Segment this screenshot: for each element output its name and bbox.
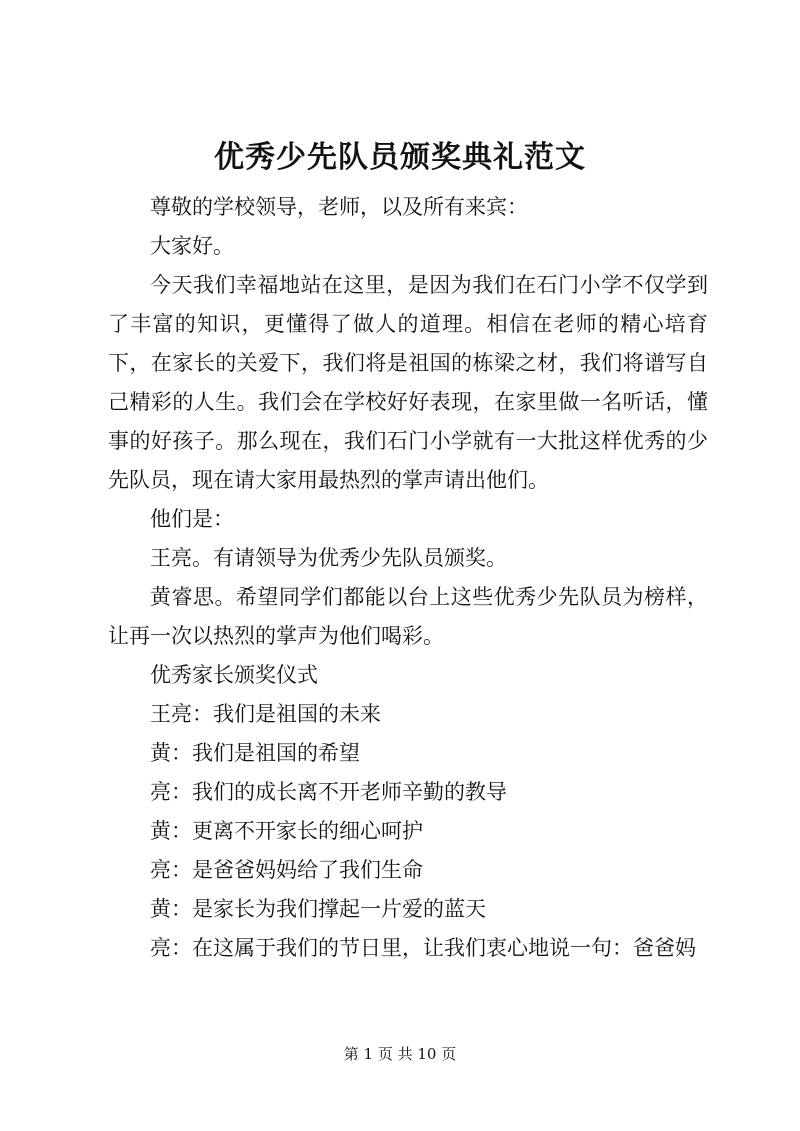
dialogue-line: 黄：更离不开家长的细心呵护	[150, 819, 423, 843]
paragraph-parent-award: 优秀家长颁奖仪式	[150, 663, 318, 687]
dialogue-line: 黄：我们是祖国的希望	[150, 741, 360, 765]
dialogue-line: 亮：在这属于我们的节日里，让我们衷心地说一句：爸爸妈	[150, 936, 696, 960]
paragraph-greeting: 尊敬的学校领导，老师，以及所有来宾：	[150, 195, 528, 219]
dialogue-line: 王亮：我们是祖国的未来	[150, 702, 381, 726]
paragraph-they-are: 他们是：	[150, 507, 234, 531]
dialogue-line: 黄：是家长为我们撑起一片爱的蓝天	[150, 897, 486, 921]
paragraph-wang-liang: 王亮。有请领导为优秀少先队员颁奖。	[150, 546, 507, 570]
dialogue-line: 亮：是爸爸妈妈给了我们生命	[150, 858, 423, 882]
paragraph-intro: 今天我们幸福地站在这里，是因为我们在石门小学不仅学到了丰富的知识，更懂得了做人的道理。相信在老师的精心培育下，在家长的关爱下，我们将是祖国的栋梁之材，我们将谱写自己精彩的人生。我们会在学校好好表现，在家里做一名听话，懂事的好孩子。那么现在，我们石门小学就有一大批这样优秀的少先队员，现在请大家用最热烈的掌声请出他们。	[108, 273, 708, 492]
page-number-footer: 第 1 页 共 10 页	[343, 1045, 457, 1063]
document-body	[108, 188, 708, 968]
paragraph-hello: 大家好。	[150, 234, 234, 258]
dialogue-line: 亮：我们的成长离不开老师辛勤的教导	[150, 780, 507, 804]
paragraph-huang-ruisi: 黄睿思。希望同学们都能以台上这些优秀少先队员为榜样，让再一次以热烈的掌声为他们喝彩。	[108, 585, 708, 648]
document-title: 优秀少先队员颁奖典礼范文	[214, 140, 586, 175]
